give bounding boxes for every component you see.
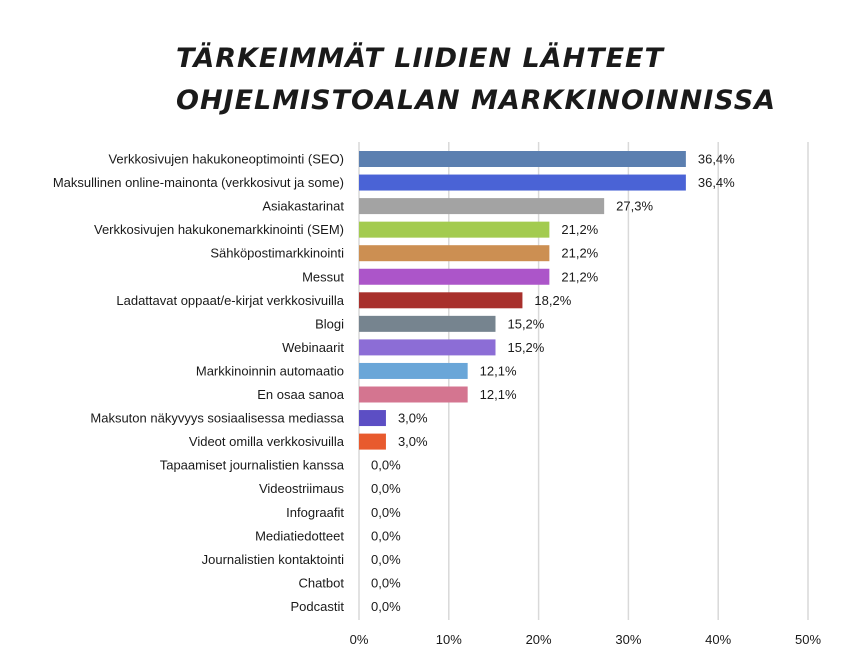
category-label: Sähköpostimarkkinointi — [210, 245, 344, 261]
chart-title-line-2: OHJELMISTOALAN MARKKINOINNISSA — [176, 85, 777, 116]
category-label: Markkinoinnin automaatio — [195, 363, 344, 379]
x-tick-label: 40% — [705, 632, 732, 647]
category-label: Asiakastarinat — [262, 198, 344, 214]
category-label: Videot omilla verkkosivuilla — [188, 434, 344, 450]
value-label: 0,0% — [371, 528, 401, 544]
category-label: Blogi — [315, 316, 344, 332]
value-label: 0,0% — [371, 598, 401, 614]
category-label: Messut — [302, 269, 344, 285]
value-label: 21,2% — [561, 245, 599, 261]
bar — [359, 222, 549, 238]
value-label: 0,0% — [371, 457, 401, 473]
bar — [359, 175, 686, 191]
category-label: Mediatiedotteet — [255, 528, 344, 544]
category-label: Journalistien kontaktointi — [201, 551, 344, 567]
value-label: 18,2% — [534, 292, 572, 308]
category-label: Podcastit — [290, 598, 344, 614]
value-label: 0,0% — [371, 481, 401, 497]
value-label: 3,0% — [397, 434, 428, 450]
bar — [359, 269, 549, 285]
value-label: 36,4% — [697, 151, 735, 167]
value-label: 21,2% — [561, 269, 599, 285]
value-label: 0,0% — [371, 551, 401, 567]
x-tick-label: 10% — [435, 632, 462, 647]
value-label: 21,2% — [561, 222, 599, 238]
value-label: 0,0% — [371, 575, 401, 591]
x-tick-label: 30% — [615, 632, 642, 647]
bar — [359, 316, 495, 332]
bar — [359, 198, 604, 214]
value-label: 0,0% — [371, 504, 401, 520]
category-label: Maksuton näkyvyys sosiaalisessa mediassa — [90, 410, 344, 426]
bar — [359, 434, 386, 450]
category-label: Verkkosivujen hakukoneoptimointi (SEO) — [108, 151, 344, 167]
value-label: 36,4% — [697, 175, 735, 191]
value-label: 27,3% — [616, 198, 654, 214]
bar — [359, 245, 549, 261]
category-label: Verkkosivujen hakukonemarkkinointi (SEM) — [94, 222, 344, 238]
category-label: En osaa sanoa — [257, 387, 344, 402]
value-label: 12,1% — [479, 387, 517, 402]
category-label: Infograafit — [286, 504, 344, 520]
category-label: Ladattavat oppaat/e-kirjat verkkosivuilla — [116, 292, 344, 308]
chart-title-line-1: TÄRKEIMMÄT LIIDIEN LÄHTEET — [176, 43, 664, 74]
value-label: 15,2% — [507, 316, 545, 332]
bar — [359, 339, 495, 355]
category-label: Webinaarit — [282, 339, 344, 355]
bar — [359, 387, 468, 403]
category-label: Chatbot — [298, 575, 344, 591]
bar — [359, 410, 386, 426]
bar — [359, 363, 468, 379]
value-label: 15,2% — [507, 339, 545, 355]
bar — [359, 292, 522, 308]
bar — [359, 151, 686, 167]
category-label: Videostriimaus — [258, 481, 344, 497]
x-tick-label: 20% — [525, 632, 552, 647]
category-label: Tapaamiset journalistien kanssa — [159, 457, 344, 473]
value-label: 3,0% — [397, 410, 428, 426]
x-tick-label: 0% — [349, 632, 369, 647]
value-label: 12,1% — [479, 363, 517, 379]
category-label: Maksullinen online-mainonta (verkkosivut ja some) — [52, 175, 344, 191]
x-tick-label: 50% — [794, 632, 822, 647]
